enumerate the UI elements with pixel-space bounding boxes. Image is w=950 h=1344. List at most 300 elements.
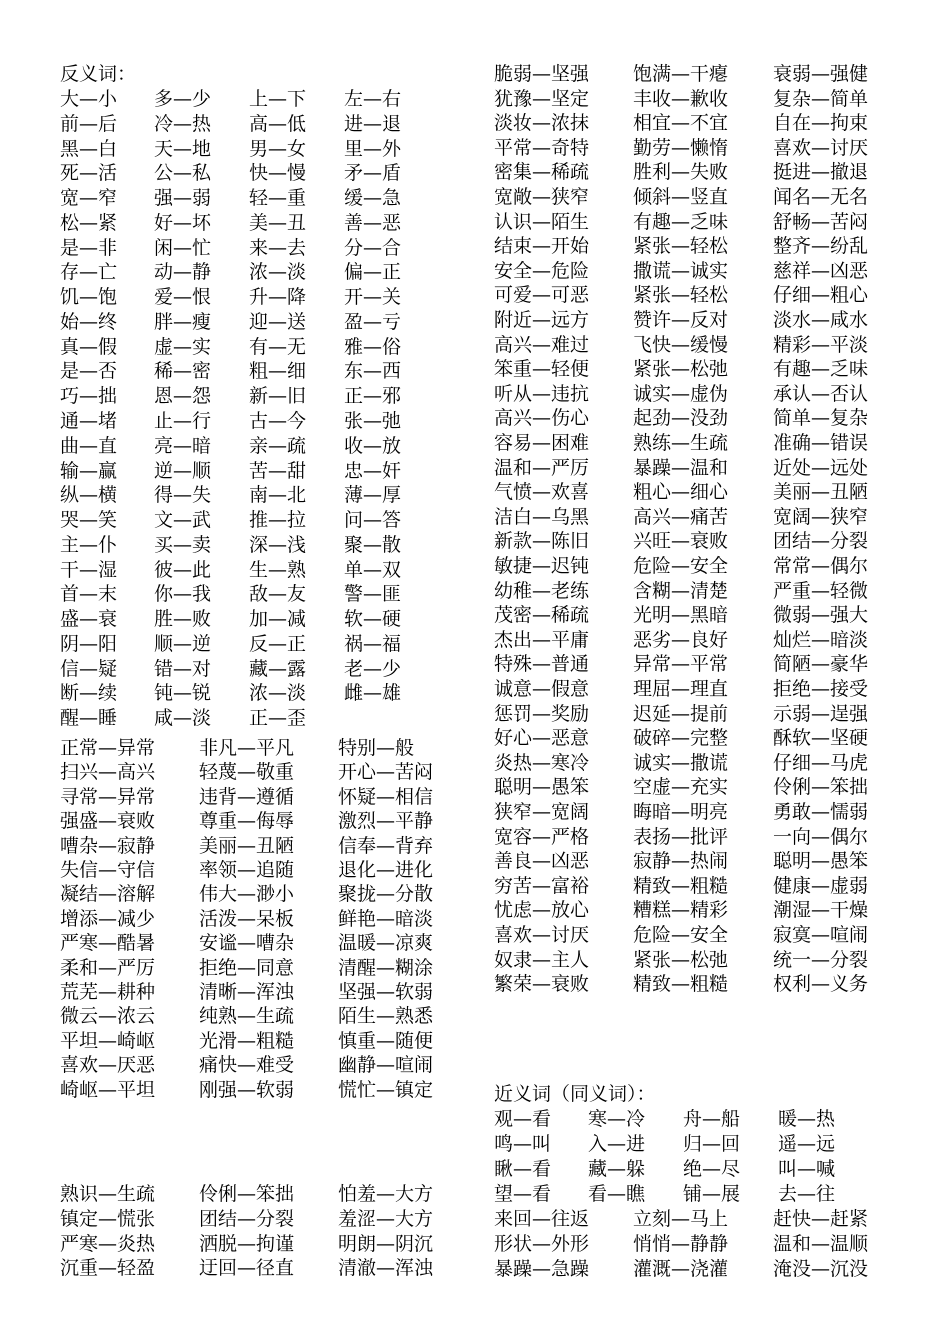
- word-pair: 顺—逆: [154, 632, 212, 655]
- word-pair: 繁荣—衰败: [494, 973, 590, 996]
- word-pair: 赶快—赶紧: [773, 1208, 869, 1230]
- word-pair: 诚实—撒谎: [633, 751, 729, 774]
- word-pair: 正—邪: [344, 385, 402, 408]
- word-pair: 勇敢—懦弱: [773, 801, 869, 823]
- word-pair: 南—北: [249, 484, 307, 507]
- word-pair: 大—小: [60, 88, 118, 110]
- word-pair: 飞快—缓慢: [633, 333, 729, 356]
- word-pair: 脆弱—坚强: [494, 63, 590, 85]
- word-pair: 正常—异常: [60, 737, 156, 759]
- word-pair: 空虚—充实: [633, 776, 729, 799]
- word-pair: 团结—分裂: [199, 1207, 295, 1230]
- word-pair: 诚意—假意: [494, 678, 590, 700]
- word-pair: 杰出—平庸: [494, 628, 590, 651]
- word-pair: 你—我: [154, 583, 212, 606]
- word-pair: 危险—安全: [633, 555, 729, 577]
- word-pair: 嘈杂—寂静: [60, 834, 156, 857]
- word-pair: 容易—困难: [494, 432, 590, 454]
- word-pair: 阴—阳: [60, 632, 118, 655]
- word-pair: 存—亡: [60, 261, 118, 284]
- word-pair: 犹豫—坚定: [494, 87, 590, 110]
- word-pair: 恶劣—良好: [633, 628, 729, 651]
- word-pair: 宽阔—狭窄: [773, 505, 869, 528]
- word-pair: 准确—错误: [773, 432, 869, 454]
- word-pair: 紧张—轻松: [633, 284, 729, 307]
- word-pair: 来—去: [249, 236, 307, 259]
- word-pair: 主—仆: [60, 533, 118, 556]
- word-pair: 率领—追随: [199, 859, 295, 881]
- word-pair: 清澈—浑浊: [338, 1257, 434, 1280]
- word-pair: 陌生—熟悉: [338, 1005, 434, 1028]
- word-pair: 文—武: [154, 509, 212, 532]
- word-pair: 失信—守信: [60, 859, 156, 881]
- word-pair: 简陋—豪华: [773, 653, 869, 676]
- word-pair: 始—终: [60, 310, 118, 333]
- word-pair: 安谧—嘈杂: [199, 932, 295, 955]
- word-pair: 稀—密: [154, 360, 212, 383]
- word-pair: 奴隶—主人: [494, 948, 590, 971]
- word-pair: 表扬—批评: [633, 825, 729, 848]
- word-pair: 轻—重: [249, 187, 307, 210]
- word-pair: 违背—遵循: [199, 785, 295, 808]
- word-pair: 怀疑—相信: [338, 785, 434, 808]
- word-pair: 紧张—松弛: [633, 948, 729, 971]
- word-pair: 一向—偶尔: [773, 825, 869, 848]
- word-pair: 赞许—反对: [633, 309, 729, 331]
- word-pair: 悄悄—静静: [633, 1232, 729, 1255]
- word-pair: 多—少: [154, 88, 212, 110]
- word-pair: 藏—露: [249, 657, 307, 680]
- word-pair: 老—少: [344, 657, 402, 680]
- word-pair: 胜—败: [154, 608, 212, 631]
- word-pair: 精致—粗糙: [633, 874, 729, 897]
- word-pair: 拒绝—同意: [199, 956, 295, 979]
- word-pair: 聚—散: [344, 533, 402, 556]
- word-pair: 相宜—不宜: [633, 112, 729, 135]
- word-pair: 喜欢—厌恶: [60, 1054, 156, 1077]
- word-pair: 兴旺—衰败: [633, 530, 729, 553]
- word-pair: 笨重—轻便: [494, 358, 590, 381]
- word-pair: 亲—疏: [249, 434, 307, 457]
- word-pair: 新款—陈旧: [494, 530, 590, 553]
- word-pair: 示弱—逞强: [773, 702, 869, 725]
- word-pair: 清醒—糊涂: [338, 956, 434, 979]
- word-pair: 藏—躲: [588, 1157, 646, 1180]
- word-pair: 潮湿—干燥: [773, 899, 869, 922]
- word-pair: 逆—顺: [154, 459, 212, 482]
- word-pair: 薄—厚: [344, 484, 402, 507]
- word-pair: 宽—窄: [60, 187, 118, 210]
- word-pair: 纵—横: [60, 484, 118, 507]
- word-pair: 好心—恶意: [494, 727, 590, 750]
- word-pair: 熟识—生疏: [60, 1183, 156, 1205]
- word-pair: 偏—正: [344, 261, 402, 284]
- word-pair: 暴躁—温和: [633, 456, 729, 479]
- word-pair: 听从—违抗: [494, 382, 590, 405]
- word-pair: 敌—友: [249, 583, 307, 606]
- word-pair: 雅—俗: [344, 335, 402, 358]
- word-pair: 鲜艳—暗淡: [338, 907, 434, 930]
- word-pair: 惩罚—奖励: [494, 702, 590, 725]
- word-pair: 倾斜—竖直: [633, 186, 729, 208]
- word-pair: 寂寞—喧闹: [773, 924, 869, 946]
- word-pair: 怕羞—大方: [338, 1183, 434, 1205]
- word-pair: 买—卖: [154, 533, 212, 556]
- word-pair: 望—看: [494, 1182, 552, 1205]
- word-pair: 浓—淡: [249, 261, 307, 284]
- word-pair: 狭窄—宽阔: [494, 801, 590, 823]
- word-pair: 微弱—强大: [773, 604, 869, 627]
- word-pair: 左—右: [344, 88, 402, 110]
- word-pair: 认识—陌生: [494, 210, 590, 233]
- word-pair: 死—活: [60, 162, 118, 185]
- word-pair: 收—放: [344, 434, 402, 457]
- word-pair: 光明—黑暗: [633, 604, 729, 627]
- word-pair: 承认—否认: [773, 382, 869, 405]
- word-pair: 粗—细: [249, 360, 307, 383]
- word-pair: 平常—奇特: [494, 136, 590, 159]
- word-pair: 饱满—干瘪: [633, 63, 729, 85]
- word-pair: 美丽—丑陋: [773, 481, 869, 504]
- word-pair: 仔细—粗心: [773, 284, 869, 307]
- word-pair: 闻名—无名: [773, 186, 869, 208]
- word-pair: 闲—忙: [154, 236, 212, 259]
- word-pair: 分—合: [344, 236, 402, 259]
- word-pair: 盈—亏: [344, 310, 402, 333]
- word-pair: 祸—福: [344, 632, 402, 655]
- word-pair: 盛—衰: [60, 608, 118, 631]
- word-pair: 加—减: [249, 608, 307, 631]
- word-pair: 善—恶: [344, 211, 402, 234]
- word-pair: 紧张—轻松: [633, 235, 729, 258]
- word-pair: 健康—虚弱: [773, 874, 869, 897]
- word-pair: 近处—远处: [773, 456, 869, 479]
- word-pair: 问—答: [344, 509, 402, 532]
- word-pair: 明朗—阴沉: [338, 1232, 434, 1255]
- word-pair: 亮—暗: [154, 434, 212, 457]
- word-pair: 紧张—松弛: [633, 358, 729, 381]
- word-pair: 去—往: [778, 1182, 836, 1205]
- word-pair: 刚强—软弱: [199, 1078, 295, 1101]
- word-pair: 酥软—坚硬: [773, 727, 869, 750]
- word-pair: 自在—拘束: [773, 112, 869, 135]
- word-pair: 警—匪: [344, 583, 402, 606]
- word-pair: 公—私: [154, 162, 212, 185]
- word-pair: 慌忙—镇定: [338, 1078, 434, 1101]
- word-pair: 严寒—炎热: [60, 1232, 156, 1255]
- word-pair: 安全—危险: [494, 259, 590, 282]
- word-pair: 入—进: [588, 1132, 646, 1155]
- word-pair: 清晰—浑浊: [199, 981, 295, 1003]
- word-pair: 特别—般: [338, 737, 415, 759]
- word-pair: 美丽—丑陋: [199, 834, 295, 857]
- word-pair: 整齐—纷乱: [773, 235, 869, 258]
- word-pair: 淡水—咸水: [773, 309, 869, 331]
- word-pair: 微云—浓云: [60, 1005, 156, 1028]
- word-pair: 挺进—撤退: [773, 161, 869, 184]
- word-pair: 光滑—粗糙: [199, 1029, 295, 1052]
- word-pair: 动—静: [154, 261, 212, 284]
- word-pair: 里—外: [344, 137, 402, 160]
- word-pair: 幽静—喧闹: [338, 1054, 434, 1077]
- word-pair: 尊重—侮辱: [199, 810, 295, 833]
- word-pair: 喜欢—讨厌: [773, 136, 869, 159]
- word-pair: 晦暗—明亮: [633, 801, 729, 823]
- word-pair: 舒畅—苦闷: [773, 210, 869, 233]
- word-pair: 来回—往返: [494, 1208, 590, 1230]
- word-pair: 灌溉—浇灌: [633, 1257, 729, 1280]
- word-pair: 松—紧: [60, 211, 118, 234]
- word-pair: 迎—送: [249, 310, 307, 333]
- word-pair: 有趣—乏味: [633, 210, 729, 233]
- word-pair: 糟糕—精彩: [633, 899, 729, 922]
- word-pair: 首—末: [60, 583, 118, 606]
- word-pair: 反—正: [249, 632, 307, 655]
- word-pair: 绝—尽: [683, 1157, 741, 1180]
- word-pair: 简单—复杂: [773, 407, 869, 430]
- word-pair: 干—湿: [60, 558, 118, 581]
- word-pair: 暴躁—急躁: [494, 1257, 590, 1280]
- word-pair: 输—赢: [60, 459, 118, 482]
- word-pair: 强—弱: [154, 187, 212, 210]
- word-pair: 遥—远: [778, 1132, 836, 1155]
- word-pair: 迂回—径直: [199, 1257, 295, 1280]
- word-pair: 断—续: [60, 682, 118, 705]
- word-pair: 信奉—背弃: [338, 834, 434, 857]
- word-pair: 铺—展: [683, 1182, 741, 1205]
- word-pair: 钝—锐: [154, 682, 212, 705]
- word-pair: 危险—安全: [633, 924, 729, 946]
- word-pair: 粗心—细心: [633, 481, 729, 504]
- word-pair: 退化—进化: [338, 859, 434, 881]
- word-pair: 结束—开始: [494, 235, 590, 258]
- word-pair: 勤劳—懒惰: [633, 136, 729, 159]
- word-pair: 撒谎—诚实: [633, 259, 729, 282]
- word-pair: 气愤—欢喜: [494, 481, 590, 504]
- word-pair: 苦—甜: [249, 459, 307, 482]
- word-pair: 精致—粗糙: [633, 973, 729, 996]
- word-pair: 宽敞—狭窄: [494, 186, 590, 208]
- word-pair: 归—回: [683, 1132, 741, 1155]
- word-pair: 高兴—难过: [494, 333, 590, 356]
- word-pair: 洒脱—拘谨: [199, 1232, 295, 1255]
- word-pair: 新—旧: [249, 385, 307, 408]
- word-pair: 统一—分裂: [773, 948, 869, 971]
- word-pair: 张—弛: [344, 410, 402, 432]
- word-pair: 古—今: [249, 410, 307, 432]
- word-pair: 正—歪: [249, 707, 307, 730]
- word-pair: 软—硬: [344, 608, 402, 631]
- word-pair: 止—行: [154, 410, 212, 432]
- word-pair: 舟—船: [683, 1108, 741, 1130]
- word-pair: 伶俐—笨拙: [773, 776, 869, 799]
- word-pair: 咸—淡: [154, 707, 212, 730]
- word-pair: 含糊—清楚: [633, 579, 729, 602]
- word-pair: 叫—喊: [778, 1157, 836, 1180]
- word-pair: 破碎—完整: [633, 727, 729, 750]
- word-pair: 纯熟—生疏: [199, 1005, 295, 1028]
- word-pair: 单—双: [344, 558, 402, 581]
- word-pair: 诚实—虚伪: [633, 382, 729, 405]
- word-pair: 雌—雄: [344, 682, 402, 705]
- word-pair: 天—地: [154, 137, 212, 160]
- word-pair: 东—西: [344, 360, 402, 383]
- word-pair: 严重—轻微: [773, 579, 869, 602]
- word-pair: 瞅—看: [494, 1157, 552, 1180]
- word-pair: 聪明—愚笨: [494, 776, 590, 799]
- word-pair: 柔和—严厉: [60, 956, 156, 979]
- word-pair: 饥—饱: [60, 286, 118, 309]
- word-pair: 开心—苦闷: [338, 761, 434, 784]
- word-pair: 暖—热: [778, 1108, 836, 1130]
- word-pair: 浓—淡: [249, 682, 307, 705]
- word-pair: 聚拢—分散: [338, 883, 434, 906]
- word-pair: 忠—奸: [344, 459, 402, 482]
- word-pair: 高—低: [249, 112, 307, 135]
- word-pair: 可爱—可恶: [494, 284, 590, 307]
- word-pair: 增添—减少: [60, 907, 156, 930]
- word-pair: 升—降: [249, 286, 307, 309]
- word-pair: 有趣—乏味: [773, 358, 869, 381]
- word-pair: 崎岖—平坦: [60, 1078, 156, 1101]
- word-pair: 善良—凶恶: [494, 850, 590, 873]
- word-pair: 理屈—理直: [633, 678, 729, 700]
- word-pair: 缓—急: [344, 187, 402, 210]
- word-pair: 观—看: [494, 1108, 552, 1130]
- word-pair: 敏捷—迟钝: [494, 555, 590, 577]
- word-pair: 上—下: [249, 88, 307, 110]
- word-pair: 平坦—崎岖: [60, 1029, 156, 1052]
- word-pair: 高兴—伤心: [494, 407, 590, 430]
- word-pair: 进—退: [344, 112, 402, 135]
- word-pair: 附近—远方: [494, 309, 590, 331]
- word-pair: 鸣—叫: [494, 1132, 552, 1155]
- word-pair: 喜欢—讨厌: [494, 924, 590, 946]
- word-pair: 洁白—乌黑: [494, 505, 590, 528]
- word-pair: 冷—热: [154, 112, 212, 135]
- word-pair: 荒芜—耕种: [60, 981, 156, 1003]
- word-pair: 推—拉: [249, 509, 307, 532]
- word-pair: 权利—义务: [773, 973, 869, 996]
- word-pair: 寂静—热闹: [633, 850, 729, 873]
- word-pair: 男—女: [249, 137, 307, 160]
- word-pair: 是—非: [60, 236, 118, 259]
- word-pair: 炎热—寒冷: [494, 751, 590, 774]
- word-pair: 仔细—马虎: [773, 751, 869, 774]
- word-pair: 淡妆—浓抹: [494, 112, 590, 135]
- word-pair: 迟延—提前: [633, 702, 729, 725]
- word-pair: 有—无: [249, 335, 307, 358]
- word-pair: 宽容—严格: [494, 825, 590, 848]
- word-pair: 立刻—马上: [633, 1208, 729, 1230]
- word-pair: 黑—白: [60, 137, 118, 160]
- word-pair: 生—熟: [249, 558, 307, 581]
- word-pair: 美—丑: [249, 211, 307, 234]
- word-pair: 淹没—沉没: [773, 1257, 869, 1280]
- word-pair: 爱—恨: [154, 286, 212, 309]
- word-pair: 灿烂—暗淡: [773, 628, 869, 651]
- word-pair: 曲—直: [60, 434, 118, 457]
- word-pair: 熟练—生疏: [633, 432, 729, 454]
- word-pair: 哭—笑: [60, 509, 118, 532]
- word-pair: 幼稚—老练: [494, 579, 590, 602]
- word-pair: 温和—温顺: [773, 1232, 869, 1255]
- word-pair: 慈祥—凶恶: [773, 259, 869, 282]
- word-pair: 巧—拙: [60, 385, 118, 408]
- word-pair: 羞涩—大方: [338, 1207, 434, 1230]
- word-pair: 常常—偶尔: [773, 555, 869, 577]
- word-pair: 开—关: [344, 286, 402, 309]
- word-pair: 起劲—没劲: [633, 407, 729, 430]
- word-pair: 活泼—呆板: [199, 907, 295, 930]
- word-pair: 坚强—软弱: [338, 981, 434, 1003]
- word-pair: 好—坏: [154, 211, 212, 234]
- word-pair: 聪明—愚笨: [773, 850, 869, 873]
- word-pair: 激烈—平静: [338, 810, 434, 833]
- word-pair: 快—慢: [249, 162, 307, 185]
- word-pair: 伟大—渺小: [199, 883, 295, 906]
- word-pair: 错—对: [154, 657, 212, 680]
- word-pair: 强盛—衰败: [60, 810, 156, 833]
- word-pair: 精彩—平淡: [773, 333, 869, 356]
- word-pair: 沉重—轻盈: [60, 1257, 156, 1280]
- word-pair: 高兴—痛苦: [633, 505, 729, 528]
- word-pair: 虚—实: [154, 335, 212, 358]
- word-pair: 团结—分裂: [773, 530, 869, 553]
- word-pair: 前—后: [60, 112, 118, 135]
- word-pair: 醒—睡: [60, 707, 118, 730]
- word-pair: 穷苦—富裕: [494, 874, 590, 897]
- word-pair: 扫兴—高兴: [60, 761, 156, 784]
- word-pair: 寒—冷: [588, 1108, 646, 1130]
- synonym-heading: 近义词（同义词）：: [494, 1083, 656, 1105]
- word-pair: 非凡—平凡: [199, 737, 295, 759]
- word-pair: 胜利—失败: [633, 161, 729, 184]
- word-pair: 复杂—简单: [773, 87, 869, 110]
- word-pair: 彼—此: [154, 558, 212, 581]
- word-pair: 特殊—普通: [494, 653, 590, 676]
- word-pair: 镇定—慌张: [60, 1207, 156, 1230]
- word-pair: 轻蔑—敬重: [199, 761, 295, 784]
- word-pair: 慎重—随便: [338, 1029, 434, 1052]
- word-pair: 丰收—歉收: [633, 87, 729, 110]
- word-pair: 通—堵: [60, 410, 118, 432]
- word-pair: 密集—稀疏: [494, 161, 590, 184]
- antonym-heading: 反义词：: [60, 63, 137, 85]
- word-pair: 恩—怨: [154, 385, 212, 408]
- word-pair: 是—否: [60, 360, 118, 383]
- word-pair: 寻常—异常: [60, 785, 156, 808]
- word-pair: 得—失: [154, 484, 212, 507]
- word-pair: 矛—盾: [344, 162, 402, 185]
- word-pair: 衰弱—强健: [773, 63, 869, 85]
- word-pair: 茂密—稀疏: [494, 604, 590, 627]
- word-pair: 温暖—凉爽: [338, 932, 434, 955]
- word-pair: 痛快—难受: [199, 1054, 295, 1077]
- word-pair: 温和—严厉: [494, 456, 590, 479]
- word-pair: 真—假: [60, 335, 118, 358]
- word-pair: 形状—外形: [494, 1232, 590, 1255]
- word-pair: 看—瞧: [588, 1182, 646, 1205]
- word-pair: 拒绝—接受: [773, 678, 869, 700]
- word-pair: 凝结—溶解: [60, 883, 156, 906]
- word-pair: 信—疑: [60, 657, 118, 680]
- word-pair: 严寒—酷暑: [60, 932, 156, 955]
- word-pair: 胖—瘦: [154, 310, 212, 333]
- word-pair: 伶俐—笨拙: [199, 1183, 295, 1205]
- word-pair: 异常—平常: [633, 653, 729, 676]
- word-pair: 忧虑—放心: [494, 899, 590, 922]
